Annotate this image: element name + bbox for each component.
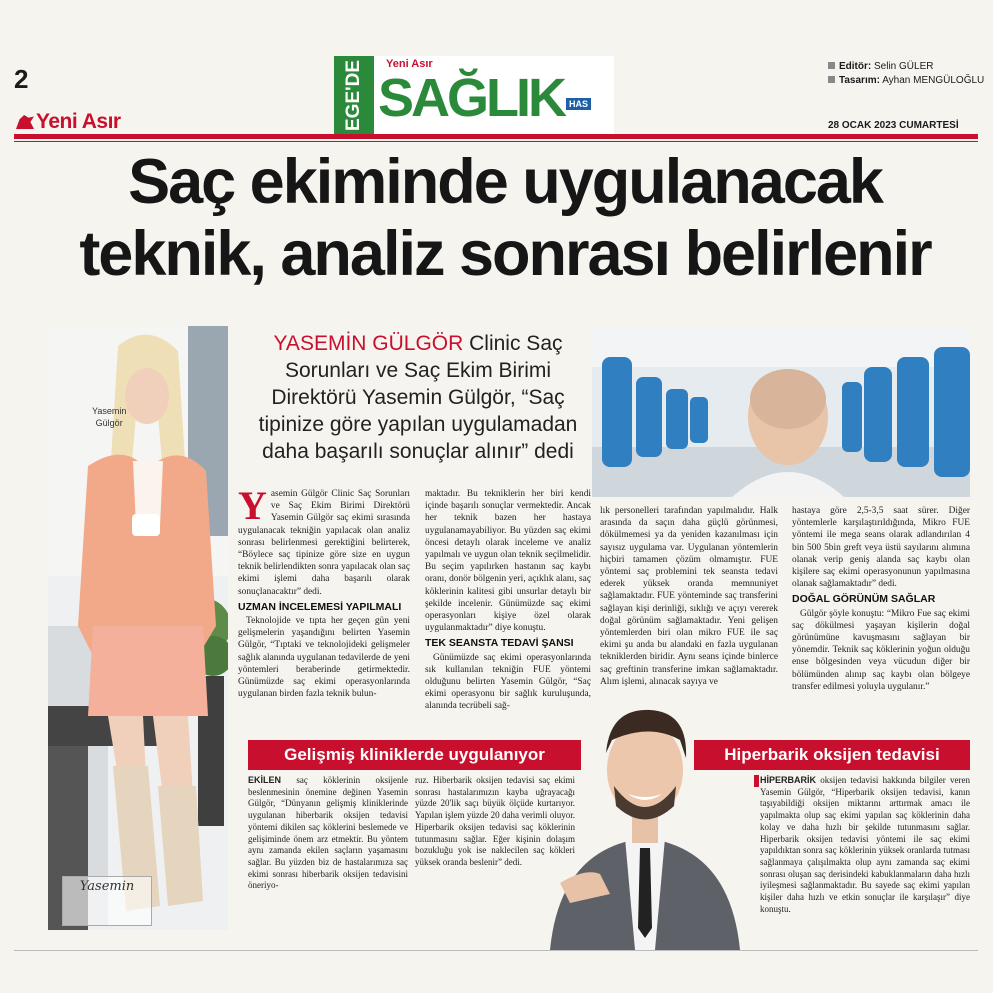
bottom-rule [14,950,978,951]
box-lead-word: EKİLEN [248,775,282,785]
box-marker [754,775,759,787]
square-bullet-icon [828,76,835,83]
paragraph: lık personelleri tarafından yapılmalıdır. Halk arasında da saçın daha güçlü görünmesi, dökülmemesi ya da yeniden kazanılması için sayısız uygulama var. Uygulanan yöntemlerin hiçbiri tamamen çözüm olmamıştır. FUE yöntemi saç problemini tek seansta tedavi ederek yüksek oranda memnuniyet sağlamaktadır. FUE yönteminde saç transferini sağlayan kişi derinliği, sıklığı ve açıyı vererek doğal görünüm sağlamaktadır. Yeni gelişen yöntemlerden biri olan mikro FUE ile saç ekimi şu anda bu alandaki en fazla uygulanan tekniklerden biridir. Aynı seans içinde binlerce saç greftinin transferine imkan sağlamaktadır. Alım işlemi, alınacak sayıya ve [600,506,778,687]
paragraph: Günümüzde saç ekimi operasyonlarında sık kullanılan tekniğin FUE yöntemi olduğunu belirten Yasemin Gülgör, “Saç ekimi operasyonu bir sağlık kuruluşunda, alanında tecrübeli sağ- [425,652,591,712]
headline-line-1: Saç ekiminde uygulanacak [128,147,882,217]
credits [828,60,984,88]
box-lead-word: HİPERBARİK [760,775,817,785]
header-rule [14,134,978,139]
horse-logo-icon [16,115,34,129]
article-column-1 [238,483,410,700]
brand-logo [16,110,121,134]
man-photo [540,698,750,950]
portrait-photo [48,326,228,930]
paragraph: hastaya göre 2,5-3,5 saat sürer. Diğer yöntemlerle karşılaştırıldığında, Mikro FUE yöntemi ile mega seans olarak adlandırılan 4 bin 500 5bin greft veya üstü sayılarını alımına olanak verip geniş alanda saç kaybı olan kişilere saç ekimi operasyonunun yapılmasına olanak sağlamaktadır” dedi. [792,506,970,590]
subheading: TEK SEANSTA TEDAVİ ŞANSI [425,637,574,650]
square-bullet-icon [828,62,835,69]
article-column-4 [792,505,970,693]
headline [40,146,970,290]
signature-logo: Yasemin [62,876,152,926]
design-credit: Tasarım: Ayhan MENGÜLOĞLU [828,74,984,88]
lead-name: YASEMİN GÜLGÖR [273,332,464,355]
box-2-text: HİPERBARİK oksijen tedavisi hakkında bilgiler veren Yasemin Gülgör, “Hiperbarik oksijen tedavisi, kanın taşıyabildiği oksijen miktarını arttırmak amacı ile yapılmakta olup saç ekimi yapılan saç köklerinin daha kolay ve daha hızlı bir şekilde tutunmasını sağlar. Hiperbarik oksijen tedavisi yöntemi ile saç ekimi yapıldıktan sonra saç köklerinin yüksek oranlarda tutması sağlanmaya çalışılmakta olup aynı zamanda saç ekimi sonrası oluşan saç derisindeki kabuklanmaların daha hızlı iyileşmesi sağlanmaktadır. Bu sayede saç ekimi yapılan kişiler daha hızlı ve etkin sonuçlar ile karşılaşır” diye konuştu. [760,775,970,914]
lead-text [238,330,598,465]
masthead-title: SAĞLIK [378,68,565,128]
box-title-2: Hiperbarik oksijen tedavisi [694,740,970,770]
box-1-column-2: ruz. Hiberbarik oksijen tedavisi saç ekimi sonrası hastalarımızın kayba uğrayacağı yüzde 20'lik saçı büyük ölçüde kurtarıyor. Yapılan işlem yüzde 20 daha verimli oluyor. Hiperbarik oksijen tedavisi saç köklerinin tutunmasını sağlar. Eğer kişinin dolaşım bozukluğu yok ise naklecilen saç kökleri yüksek oranda beslenir” dedi. [415,775,575,867]
box-title-1: Gelişmiş kliniklerde uygulanıyor [248,740,581,770]
paragraph: asemin Gülgör Clinic Saç Sorunları ve Saç Ekim Birimi Direktörü Yasemin Gülgör saç ekimi sırasında uygulanacak tekniğin yapılacak olan analiz sonrası belirlenmesi gerektiğini belirterek, “Böylece saç tipinize göre size en uygun teknik belirlendikten sonra yapılacak olan saç ekimi işlemi daha başarılı olarak sonuçlanacaktır” dedi. [238,489,410,597]
page-number: 2 [14,64,29,94]
brand-name: Yeni Asır [36,110,121,133]
masthead-prefix: EGE'DE [334,56,374,134]
paragraph: Gülgör şöyle konuştu: “Mikro Fue saç ekimi saç dökülmesi yaşayan kişilerin doğal görünümüne kavuşmasını sağlayan bir yönemdir. Teknik saç köklerinin yoğun olduğu ense bölgesinden veya vücudun diğer bir bölümünden alınıp saç kaybı olan bölgeye transfer edilmesi yoluyla uygulanır.” [792,608,970,692]
editor-credit: Editör: Selin GÜLER [828,60,984,74]
box-1-column-1: EKİLEN saç köklerinin oksijenle beslenmesinin önemine değinen Yasemin Gülgör, “Dünyanın gelişmiş kliniklerinde uygulanan hiberbarik oksijen tedavisi yöntemi dikilen saç köklerini beslemede ve gelişiminde önem arz etmektir. Bu yöntem aynı zamanda ekilen saçların yaşamasını sağlar. Bu yüzden biz de hastalarımıza saç ekimi sonrası hiberbarik oksijen tedavisini öneriyo- [248,775,408,891]
header-thin-rule [14,141,978,142]
paragraph: maktadır. Bu tekniklerin her biri kendi içinde başarılı sonuçlar vermektedir. Ancak her teknik bazen her hastaya uygulanamayabiliyor. Bu yüzden saç ekimi öncesi detaylı olarak inceleme ve analiz yapılmalı ve uygun olan teknik seçilmelidir. Bu seçim yapılırken hastanın saç kaybı oranı, donör bölgenin yeri, açıklık alanı, saç köklerinin kalitesi gibi unsurlar detaylı bir şekilde incelenir. Günümüzde saç ekimi operasyonları kişiye özel olarak uygulanmaktadır” diye konuştu. [425,489,591,634]
lead-rest: Clinic Saç Sorunları ve Saç Ekim Birimi Direktörü Yasemin Gülgör, “Saç tipinize göre yapılan uygulamadan daha başarılı sonuçlar alınır” dedi [258,332,578,463]
article-column-2 [425,488,591,713]
headline-line-2: teknik, analiz sonrası belirlenir [79,219,931,289]
portrait-caption: Yasemin Gülgör [92,406,127,428]
article-column-3 [600,505,778,688]
subheading: UZMAN İNCELEMESİ YAPILMALI [238,600,402,613]
clinic-photo [592,327,970,497]
sponsor-logo: HAS [566,98,591,110]
masthead-paper: Yeni Asır [386,58,433,70]
paragraph: Teknolojide ve tıpta her geçen gün yeni gelişmelerin yaşandığını belirten Yasemin Gülgör, “Tıptaki ve teknolojideki gelişmeler sağlık alanında uygulanan tedavilerde de yeni yöntemleri beraberinde getirmektedir. Günümüzde saç ekimi operasyonlarında uygulanan birden fazla teknik bulun- [238,616,410,700]
drop-cap: Y [238,483,267,528]
subheading: DOĞAL GÖRÜNÜM SAĞLAR [792,593,936,606]
issue-date: 28 OCAK 2023 CUMARTESİ [828,120,959,131]
section-masthead [334,56,614,134]
